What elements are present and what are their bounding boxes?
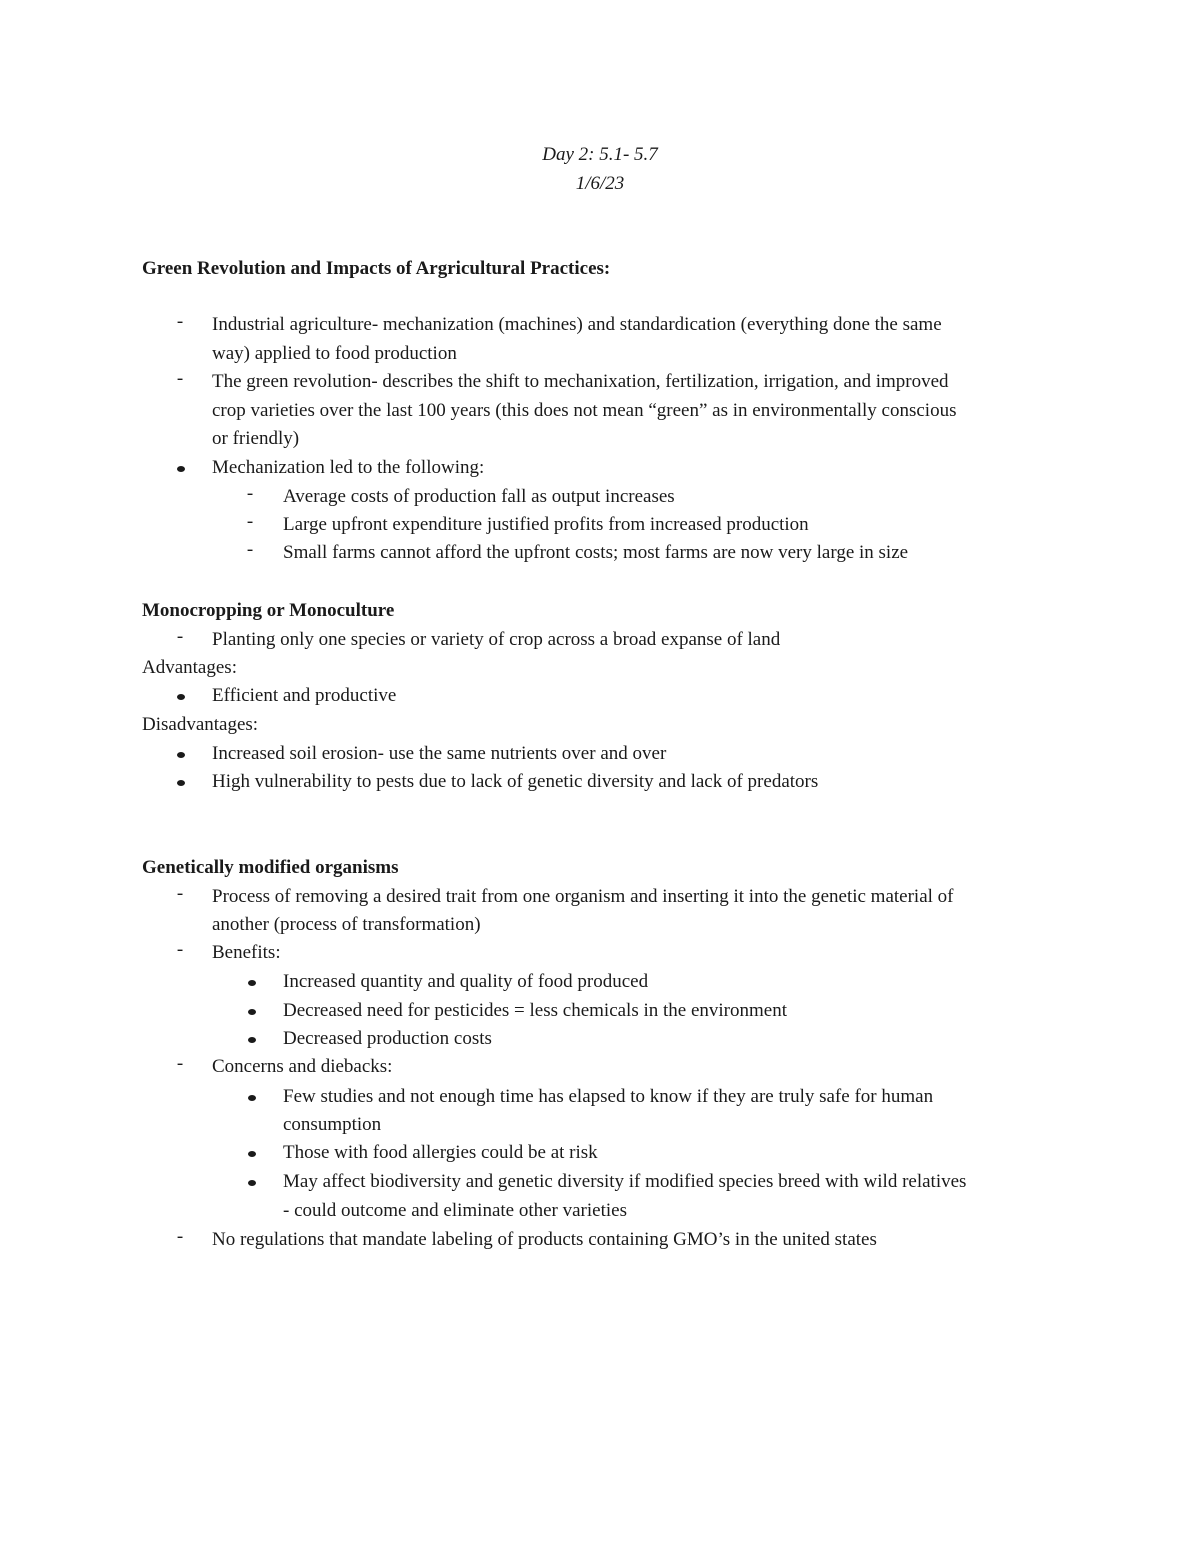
dash-marker: - <box>176 368 184 389</box>
document-date: 1/6/23 <box>575 173 625 194</box>
bullet-icon <box>248 1037 256 1043</box>
sub-list-item: Decreased need for pesticides = less chemicals in the environment <box>283 1000 788 1021</box>
sub-list-item: Few studies and not enough time has elapsed to know if they are truly safe for human <box>283 1086 934 1107</box>
list-item-line: High vulnerability to pests due to lack of genetic diversity and lack of predators <box>212 771 819 792</box>
dash-marker: - <box>176 626 184 647</box>
dash-marker: - <box>176 1053 184 1074</box>
list-item-line: Planting only one species or variety of crop across a broad expanse of land <box>212 629 781 650</box>
sub-list-item: Small farms cannot afford the upfront costs; most farms are now very large in size <box>283 542 909 563</box>
sub-list-item: Increased quantity and quality of food produced <box>283 971 649 992</box>
list-item-line: way) applied to food production <box>212 343 457 364</box>
bullet-icon <box>248 980 256 986</box>
bullet-icon <box>177 694 185 700</box>
bullet-icon <box>177 752 185 758</box>
list-item-line: Increased soil erosion- use the same nutrients over and over <box>212 743 667 764</box>
dash-marker: - <box>176 1226 184 1247</box>
benefits-label: Benefits: <box>212 942 281 963</box>
sub-list-item: Those with food allergies could be at risk <box>283 1142 598 1163</box>
sub-list-item: Large upfront expenditure justified profits from increased production <box>283 514 809 535</box>
dash-marker: - <box>176 939 184 960</box>
bullet-icon <box>177 780 185 786</box>
bullet-icon <box>248 1095 256 1101</box>
dash-marker: - <box>246 483 254 504</box>
disadvantages-label: Disadvantages: <box>142 714 259 735</box>
sub-list-item: - could outcome and eliminate other varieties <box>283 1200 627 1221</box>
sub-list-item: Decreased production costs <box>283 1028 492 1049</box>
section-heading-gmo: Genetically modified organisms <box>142 857 399 878</box>
bullet-icon <box>248 1009 256 1015</box>
concerns-label: Concerns and diebacks: <box>212 1056 393 1077</box>
document-title: Day 2: 5.1- 5.7 <box>542 144 658 165</box>
dash-marker: - <box>246 539 254 560</box>
list-item-line: Mechanization led to the following: <box>212 457 485 478</box>
section-heading-green-revolution: Green Revolution and Impacts of Argricultural Practices: <box>142 258 611 279</box>
list-item-line: No regulations that mandate labeling of products containing GMO’s in the united states <box>212 1229 877 1250</box>
dash-marker: - <box>246 511 254 532</box>
section-heading-monocropping: Monocropping or Monoculture <box>142 600 395 621</box>
bullet-icon <box>248 1151 256 1157</box>
dash-marker: - <box>176 311 184 332</box>
dash-marker: - <box>176 883 184 904</box>
advantages-label: Advantages: <box>142 657 237 678</box>
sub-list-item: Average costs of production fall as output increases <box>283 486 675 507</box>
sub-list-item: May affect biodiversity and genetic diversity if modified species breed with wild relatives <box>283 1171 967 1192</box>
bullet-icon <box>248 1180 256 1186</box>
list-item-line: The green revolution- describes the shift to mechanixation, fertilization, irrigation, and improved <box>212 371 949 392</box>
bullet-icon <box>177 466 185 472</box>
list-item-line: Efficient and productive <box>212 685 397 706</box>
list-item-line: crop varieties over the last 100 years (this does not mean “green” as in environmentally conscious <box>212 400 957 421</box>
document-header <box>0 140 1200 198</box>
sub-list-item: consumption <box>283 1114 382 1135</box>
list-item-line: Process of removing a desired trait from one organism and inserting it into the genetic material of <box>212 886 954 907</box>
list-item-line: or friendly) <box>212 428 300 449</box>
list-item-line: another (process of transformation) <box>212 914 481 935</box>
list-item-line: Industrial agriculture- mechanization (machines) and standardication (everything done the same <box>212 314 942 335</box>
